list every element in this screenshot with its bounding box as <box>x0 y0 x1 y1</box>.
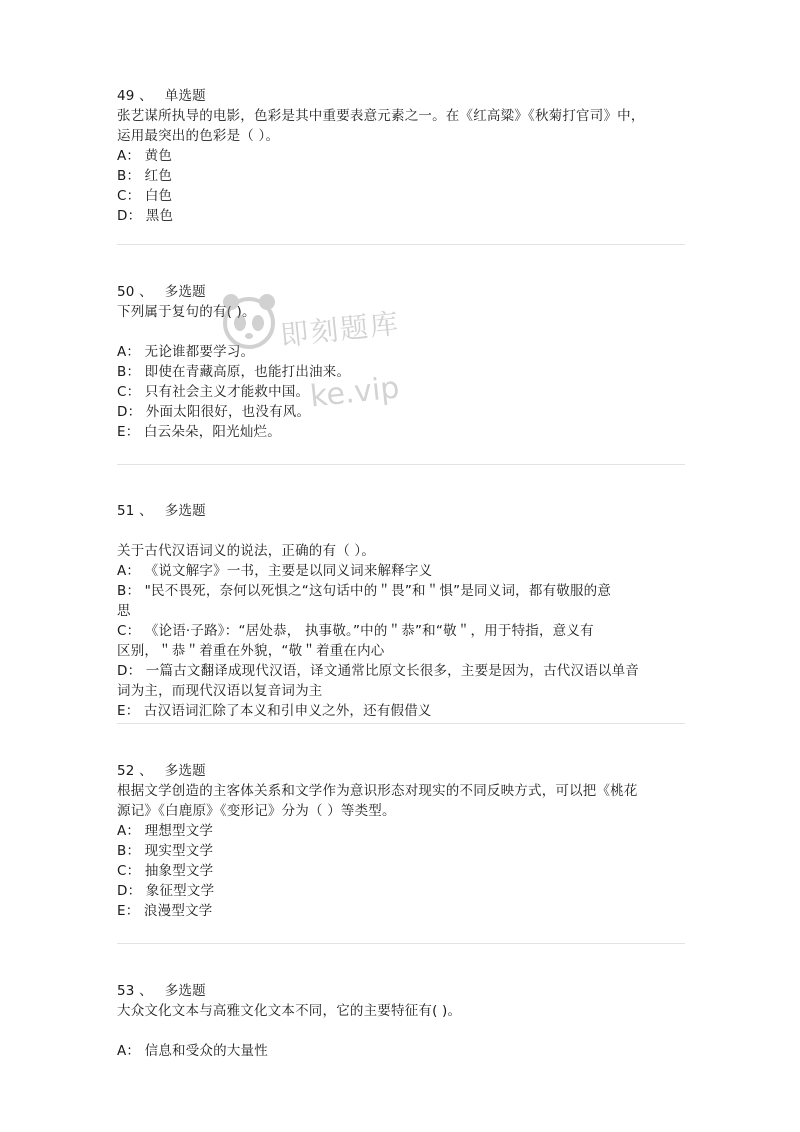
option-c[interactable]: C： 《论语·子路》：“居处恭， 执事敬。”中的＂恭”和“敬＂，用于特指，意义有 <box>117 623 594 639</box>
question-stem-line: 大众文化文本与高雅文化文本不同，它的主要特征有( )。 <box>117 1003 462 1019</box>
question-52 <box>117 761 687 921</box>
option-d-continued[interactable]: 词为主，而现代汉语以复音词为主 <box>117 683 323 699</box>
option-b[interactable]: B： "民不畏死，奈何以死惧之“这句话中的＂畏”和＂惧”是同义词，都有敬服的意 <box>117 583 612 599</box>
option-c[interactable]: C： 抽象型文学 <box>117 863 214 879</box>
question-stem-line: 根据文学创造的主客体关系和文学作为意识形态对现实的不同反映方式，可以把《桃花 <box>117 783 638 799</box>
question-50 <box>117 282 687 442</box>
option-a[interactable]: A： 信息和受众的大量性 <box>117 1043 268 1059</box>
question-type: 多选题 <box>164 763 206 779</box>
question-header <box>117 761 687 781</box>
question-49 <box>117 86 687 226</box>
divider <box>117 464 685 465</box>
option-a[interactable]: A： 《说文解字》一书，主要是以同义词来解释字义 <box>117 563 433 579</box>
option-b[interactable]: B： 即使在青藏高原，也能打出油来。 <box>117 364 351 380</box>
question-type: 多选题 <box>164 284 206 300</box>
option-a[interactable]: A： 无论谁都要学习。 <box>117 344 255 360</box>
option-d[interactable]: D： 黑色 <box>117 208 174 224</box>
watermark-brand: 即刻题库 <box>278 306 402 353</box>
question-header <box>117 282 687 302</box>
question-header <box>117 981 687 1001</box>
divider <box>117 244 685 245</box>
question-header <box>117 501 687 521</box>
question-number: 51 、 <box>117 503 153 519</box>
question-stem-line: 张艺谋所执导的电影，色彩是其中重要表意元素之一。在《红高粱》《秋菊打官司》中， <box>117 108 645 124</box>
option-e[interactable]: E： 白云朵朵，阳光灿烂。 <box>117 424 281 440</box>
question-stem-line: 源记》《白鹿原》《变形记》分为（ ）等类型。 <box>117 803 396 819</box>
question-stem-line: 下列属于复句的有( )。 <box>117 304 256 320</box>
question-53 <box>117 981 687 1061</box>
question-number: 50 、 <box>117 284 153 300</box>
question-number: 52 、 <box>117 763 153 779</box>
option-a[interactable]: A： 理想型文学 <box>117 823 214 839</box>
option-a[interactable]: A： 黄色 <box>117 148 173 164</box>
question-stem-line: 关于古代汉语词义的说法，正确的有（ ）。 <box>117 543 376 559</box>
option-c[interactable]: C： 白色 <box>117 188 173 204</box>
option-d[interactable]: D： 一篇古文翻译成现代汉语，译文通常比原文长很多，主要是因为，古代汉语以单音 <box>117 663 639 679</box>
question-51 <box>117 501 687 721</box>
option-c[interactable]: C： 只有社会主义才能救中国。 <box>117 384 310 400</box>
option-d[interactable]: D： 外面太阳很好，也没有风。 <box>117 404 311 420</box>
question-stem-line: 运用最突出的色彩是（ ）。 <box>117 128 280 144</box>
option-b-continued[interactable]: 思 <box>117 603 131 619</box>
question-header <box>117 86 687 106</box>
question-type: 多选题 <box>164 983 206 999</box>
option-b[interactable]: B： 红色 <box>117 168 173 184</box>
option-d[interactable]: D： 象征型文学 <box>117 883 215 899</box>
question-number: 53 、 <box>117 983 153 999</box>
option-c-continued[interactable]: 区别，＂恭＂着重在外貌，“敬＂着重在内心 <box>117 643 385 659</box>
question-type: 单选题 <box>164 88 206 104</box>
question-number: 49 、 <box>117 88 153 104</box>
divider <box>117 723 685 724</box>
option-e[interactable]: E： 浪漫型文学 <box>117 903 213 919</box>
watermark-url: ke.vip <box>308 370 402 415</box>
option-e[interactable]: E： 古汉语词汇除了本义和引申义之外，还有假借义 <box>117 703 432 719</box>
option-b[interactable]: B： 现实型文学 <box>117 843 214 859</box>
divider <box>117 943 685 944</box>
question-type: 多选题 <box>164 503 206 519</box>
